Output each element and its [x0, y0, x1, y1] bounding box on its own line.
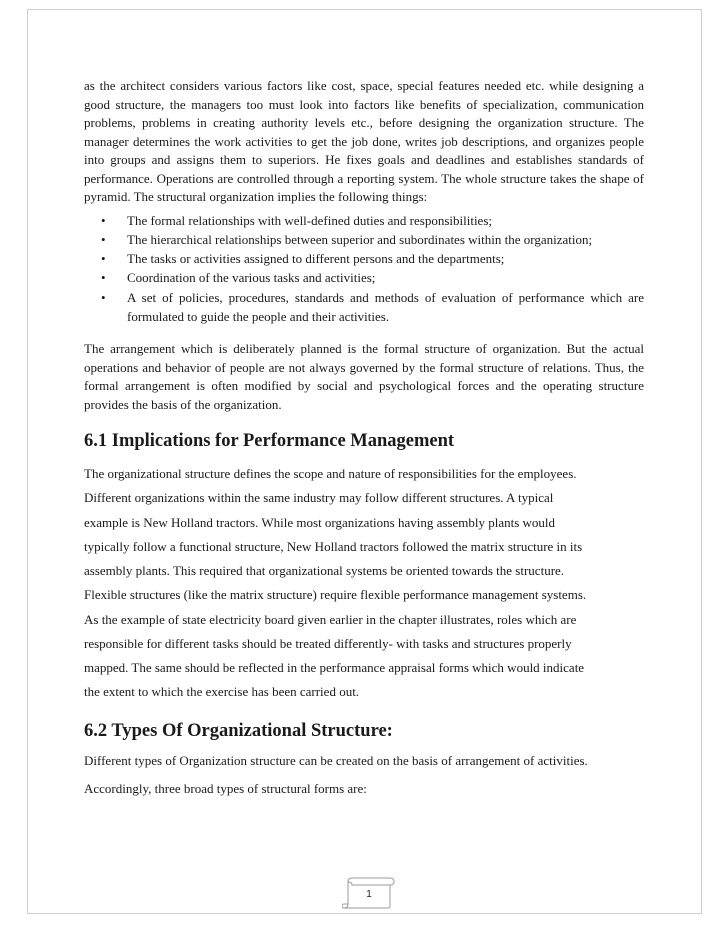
- text-line: example is New Holland tractors. While most organizations having assembly plants would: [84, 514, 556, 530]
- intro-paragraph: as the architect considers various factors like cost, space, special features needed etc. while designing a good structure, the managers too must look into factors like benefits of specialization, communication problems, problems in creating authority levels etc., before designing the organization structure. The manager determines the work activities to get the job done, writes job descriptions, and organizes people into groups and assigns them to superiors. He fixes goals and deadlines and establishes standards of performance. Operations are controlled through a reporting system. The whole structure takes the shape of pyramid. The structural organization implies the following things:: [84, 78, 644, 204]
- section-6-1-paragraph: [84, 462, 644, 704]
- bullet-icon: •: [101, 270, 106, 286]
- section-6-2-paragraph: Different types of Organization structure can be created on the basis of arrangement of activities.: [84, 753, 588, 769]
- bullet-list: [84, 211, 644, 327]
- text-line: responsible for different tasks should be treated differently- with tasks and structures properly: [84, 635, 572, 651]
- list-item: • The tasks or activities assigned to different persons and the departments;: [84, 249, 644, 268]
- page-number: 1: [366, 889, 372, 900]
- document-body: [84, 77, 644, 798]
- bullet-icon: •: [101, 251, 106, 267]
- section-heading-6-1: 6.1 Implications for Performance Management: [84, 431, 455, 452]
- text-line: As the example of state electricity board given earlier in the chapter illustrates, roles which are: [84, 611, 577, 627]
- text-line: assembly plants. This required that organizational systems be oriented towards the structure.: [84, 563, 565, 579]
- list-item: • Coordination of the various tasks and activities;: [84, 268, 644, 287]
- text-line: Different organizations within the same industry may follow different structures. A typical: [84, 490, 554, 506]
- bullet-icon: •: [101, 212, 106, 228]
- list-item: • The formal relationships with well-defined duties and responsibilities;: [84, 211, 644, 230]
- text-line: typically follow a functional structure, New Holland tractors followed the matrix structure in its: [84, 538, 583, 554]
- list-item: • The hierarchical relationships between superior and subordinates within the organization;: [84, 230, 644, 249]
- bullet-icon: •: [101, 231, 106, 247]
- section-heading-6-2: 6.2 Types Of Organizational Structure:: [84, 721, 393, 742]
- arrangement-paragraph: The arrangement which is deliberately planned is the formal structure of organization. But the actual operations and behavior of people are not always governed by the formal structure of relations. Thus, the formal arrangement is often modified by social and psychological forces and the operating structure provides the basis of the organization.: [84, 341, 644, 412]
- section-6-2-paragraph-2: Accordingly, three broad types of structural forms are:: [84, 781, 367, 797]
- list-item: • A set of policies, procedures, standards and methods of evaluation of performance which are formulated to guide the people and their activities.: [101, 289, 644, 324]
- text-line: The organizational structure defines the scope and nature of responsibilities for the employees.: [84, 466, 577, 482]
- text-line: mapped. The same should be reflected in the performance appraisal forms which would indicate: [84, 659, 585, 675]
- text-line: the extent to which the exercise has been carried out.: [84, 684, 360, 700]
- text-line: Flexible structures (like the matrix structure) require flexible performance management systems.: [84, 587, 587, 603]
- bullet-icon: •: [101, 289, 106, 305]
